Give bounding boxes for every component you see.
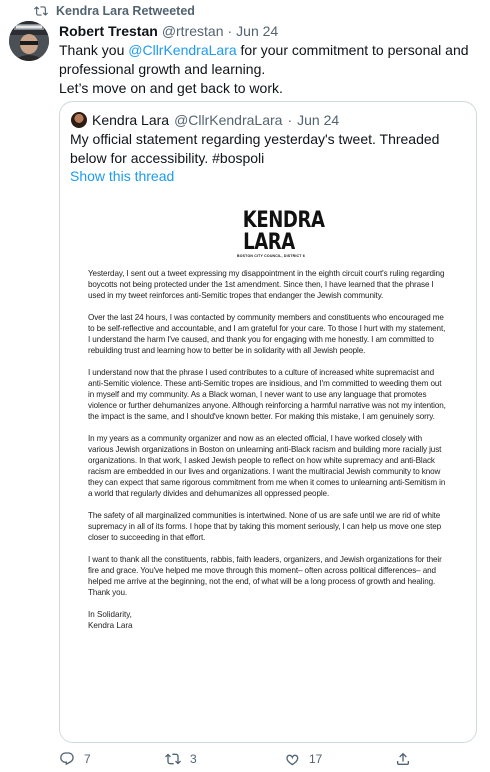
statement-paragraph: In my years as a community organizer and now as an elected official, I have worked closely with various Jewish organizations in Boston on unlearning anti-Black racism and building more racially just organizations. In that work, I asked Jewish people to reflect on how white supremacy and anti-Black racism are embedded in our lives and organizations. I want the multiracial Jewish community to know they can expect that same rigorous commitment from me when it comes to unlearning anti-Semitism in a world that regularly divides and dehumanizes all oppressed people.: [88, 433, 446, 499]
logo-line-2: LARA: [243, 230, 295, 255]
author-avatar[interactable]: [9, 21, 49, 61]
logo-line-1: KENDRA: [242, 208, 325, 233]
quoted-avatar: [71, 112, 87, 128]
statement-paragraph: The safety of all marginalized communities is intertwined. None of us are safe until we are rid of white supremacy in all of its forms. I hope that by taking this moment seriously, I can help us move one step closer to succeeding in that effort.: [88, 511, 442, 543]
tweet-text-after: for your commitment to personal and professional growth and learning.: [59, 42, 469, 77]
quoted-header: [71, 111, 339, 129]
share-icon: [395, 751, 411, 767]
statement-paragraph: I understand now that the phrase I used contributes to a culture of increased white supremacist and anti-Semitic violence. These anti-Semitic tropes are insidious, and I'm committed to weeding them out in myself and my community. As a Black woman, I never want to use any language that promotes violence or further dehumanizes anyone. Although reinforcing a harmful narrative was not my intention, the impact is the same, and I should've known better. For making this mistake, I am genuinely sorry.: [88, 367, 446, 422]
tweet-text: [59, 41, 469, 98]
retweet-indicator[interactable]: [34, 3, 195, 19]
like-button[interactable]: [284, 751, 322, 767]
tweet-date[interactable]: Jun 24: [236, 23, 279, 39]
tweet-text-before: Thank you: [59, 42, 129, 58]
statement-paragraph: Yesterday, I sent out a tweet expressing my disappointment in the eighth circuit court's ruling regarding boycotts not being protected under the 1st amendment. Since then, I have learned that the phrase I used in my tweet reinforces anti-Semitic tropes that endanger the Jewish community.: [88, 269, 445, 301]
retweet-icon: [34, 4, 48, 18]
tweet-text-line2: Let’s move on and get back to work.: [59, 80, 283, 96]
tweet-actions: [59, 751, 479, 769]
statement-closing: [88, 609, 446, 631]
dot-separator: ·: [287, 112, 293, 128]
dot-separator: ·: [227, 23, 233, 39]
statement-image[interactable]: [60, 194, 476, 743]
quoted-author-name: Kendra Lara: [92, 112, 170, 128]
tweet-header: [59, 22, 480, 40]
kendra-lara-logo: [237, 208, 325, 259]
reply-button[interactable]: [59, 751, 91, 767]
retweet-icon: [165, 751, 181, 767]
statement-paragraph: Over the last 24 hours, I was contacted by community members and constituents who encouraged me to be self-reflective and accountable, and I am grateful for your care. To those I hurt with my statement, I understand the harm I've caused, and thank you for engaging with me honestly. I am committed to rebuilding trust and learning how to better be in solidarity with all Jewish people.: [88, 312, 446, 356]
show-thread-link[interactable]: Show this thread: [70, 168, 175, 184]
retweet-count: 3: [190, 752, 197, 766]
like-icon: [284, 751, 300, 767]
like-count: 17: [309, 752, 323, 766]
reply-icon: [59, 751, 75, 767]
retweet-label[interactable]: Kendra Lara Retweeted: [56, 4, 195, 18]
reply-count: 7: [84, 752, 91, 766]
closing-signature: Kendra Lara: [88, 621, 133, 630]
closing-salutation: In Solidarity,: [88, 609, 132, 619]
statement-body: [88, 268, 446, 631]
quoted-handle: @CllrKendraLara: [174, 112, 283, 128]
author-name[interactable]: Robert Trestan: [59, 23, 158, 39]
retweet-button[interactable]: [165, 751, 197, 767]
share-button[interactable]: [395, 751, 411, 767]
quoted-date: Jun 24: [297, 112, 340, 128]
mention-link[interactable]: @CllrKendraLara: [128, 42, 237, 58]
logo-subtitle: BOSTON CITY COUNCIL, DISTRICT 6: [237, 254, 305, 258]
statement-paragraph: I want to thank all the constituents, rabbis, faith leaders, organizers, and Jewish organizations for their fire and grace. You've helped me move through this moment– often across political differences– and helped me arrive at the beginning, not the end, of what will be a long process of growth and healing. Thank you.: [88, 554, 442, 598]
quoted-tweet[interactable]: [59, 101, 477, 743]
quoted-text: My official statement regarding yesterday's tweet. Threaded below for accessibility. #bospoli: [70, 131, 440, 166]
author-handle[interactable]: @rtrestan: [161, 23, 224, 39]
